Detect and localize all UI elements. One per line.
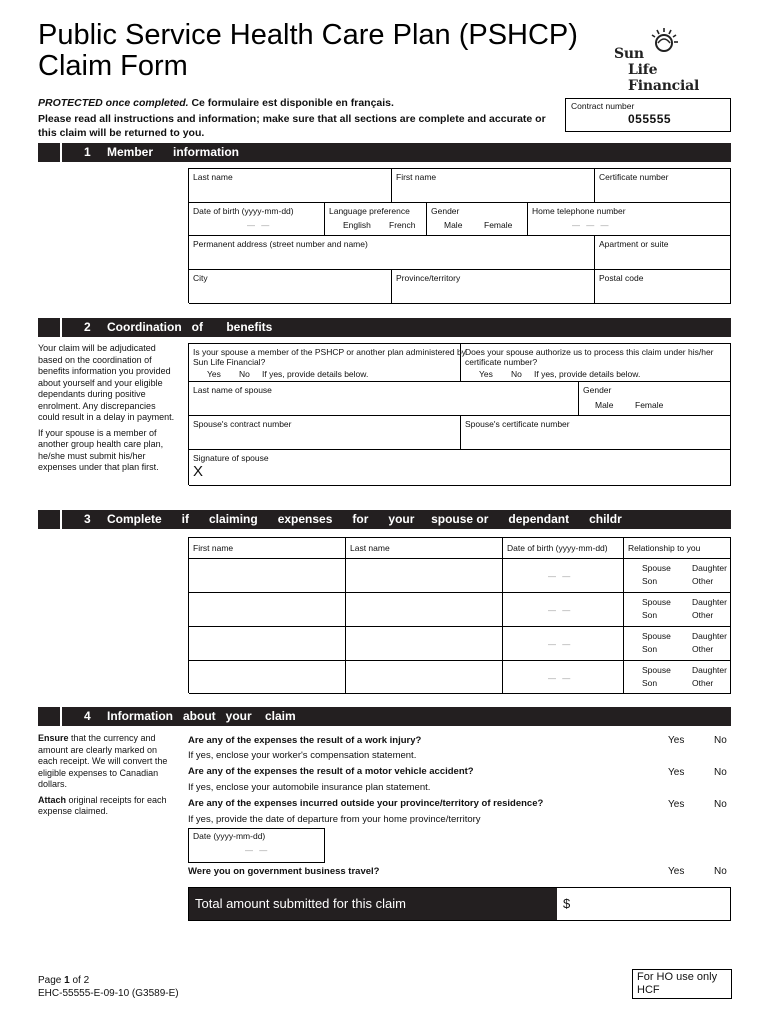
table-row[interactable] bbox=[503, 627, 624, 661]
relationship-spouse[interactable]: Spouse bbox=[642, 563, 671, 573]
header-last-name: Last name bbox=[350, 543, 390, 553]
dob-dashes: — — bbox=[548, 640, 573, 649]
relationship-spouse[interactable]: Spouse bbox=[642, 665, 671, 675]
last-name-label: Last name bbox=[193, 172, 233, 182]
ho-use-box bbox=[632, 969, 732, 999]
dependants-header-last-name bbox=[346, 538, 503, 559]
dob-label: Date of birth (yyyy-mm-dd) bbox=[193, 206, 294, 216]
intro-text bbox=[38, 96, 558, 140]
spouse-authorize-if-yes: If yes, provide details below. bbox=[534, 369, 641, 379]
section-4-title: Information about your claim bbox=[107, 709, 296, 723]
contract-number-label: Contract number bbox=[571, 101, 635, 111]
dob-dashes: — — bbox=[548, 606, 573, 615]
spouse-contract-label: Spouse's contract number bbox=[193, 419, 292, 429]
dob-dashes: — — bbox=[548, 572, 573, 581]
gender-label: Gender bbox=[431, 206, 460, 216]
departure-date-field[interactable] bbox=[188, 828, 325, 863]
table-row[interactable] bbox=[189, 593, 346, 627]
spouse-authorize-yes[interactable]: Yes bbox=[479, 369, 493, 379]
spouse-member-question bbox=[189, 344, 466, 382]
signature-x-mark: X bbox=[193, 463, 204, 480]
vehicle-accident-no[interactable]: No bbox=[714, 767, 727, 778]
home-phone-field[interactable] bbox=[528, 203, 731, 236]
coordination-note-2: If your spouse is a member of another group health care plan, he/she must submit his/her expenses under that plan first. bbox=[38, 427, 164, 472]
relationship-spouse[interactable]: Spouse bbox=[642, 597, 671, 607]
first-name-label: First name bbox=[396, 172, 437, 182]
address-field[interactable] bbox=[189, 236, 595, 270]
spouse-signature-label: Signature of spouse bbox=[193, 453, 269, 463]
spouse-gender-field bbox=[579, 382, 731, 416]
first-name-field[interactable] bbox=[392, 169, 595, 203]
home-phone-label: Home telephone number bbox=[532, 206, 626, 216]
spouse-authorize-question bbox=[461, 344, 731, 382]
page-footer bbox=[38, 974, 179, 1000]
relationship-daughter[interactable]: Daughter bbox=[692, 563, 727, 573]
ensure-text: that the currency and amount are clearly marked on each receipt. We will convert the eligible expenses to Canadian dollars. bbox=[38, 733, 168, 789]
relationship-other[interactable]: Other bbox=[692, 644, 714, 654]
section-3-number: 3 bbox=[84, 512, 91, 526]
business-travel-no[interactable]: No bbox=[714, 866, 727, 877]
province-field[interactable] bbox=[392, 270, 595, 304]
page-title bbox=[38, 20, 578, 82]
sun-life-logo bbox=[612, 26, 732, 94]
table-row[interactable] bbox=[346, 627, 503, 661]
vehicle-accident-text: Are any of the expenses the result of a motor vehicle accident? bbox=[188, 766, 474, 777]
dependants-header-first-name bbox=[189, 538, 346, 559]
city-field[interactable] bbox=[189, 270, 392, 304]
attach-bold: Attach bbox=[38, 794, 67, 805]
relationship-options bbox=[624, 627, 731, 661]
coordination-grid bbox=[188, 343, 731, 485]
spouse-gender-female[interactable]: Female bbox=[635, 400, 664, 410]
protected-label: PROTECTED bbox=[38, 97, 103, 109]
title-line-2: Claim Form bbox=[38, 50, 188, 82]
relationship-daughter[interactable]: Daughter bbox=[692, 631, 727, 641]
member-info-grid bbox=[188, 168, 731, 303]
spouse-authorize-no[interactable]: No bbox=[511, 369, 522, 379]
relationship-son[interactable]: Son bbox=[642, 610, 658, 620]
table-row[interactable] bbox=[346, 661, 503, 694]
header-first-name: First name bbox=[193, 543, 234, 553]
table-row[interactable] bbox=[503, 559, 624, 593]
section-1-number: 1 bbox=[84, 145, 91, 159]
table-row[interactable] bbox=[189, 661, 346, 694]
dependants-table bbox=[188, 537, 731, 693]
language-english-option[interactable]: English bbox=[343, 220, 371, 230]
form-code: EHC-55555-E-09-10 (G3589-E) bbox=[38, 988, 179, 999]
section-4-header bbox=[38, 707, 731, 726]
outside-province-note: If yes, provide the date of departure from your home province/territory bbox=[188, 814, 481, 825]
instructions-text: Please read all instructions and information; make sure that all sections are complete and accurate or this claim will be returned to you. bbox=[38, 113, 546, 139]
spouse-member-if-yes: If yes, provide details below. bbox=[262, 369, 369, 379]
spouse-gender-male[interactable]: Male bbox=[595, 400, 614, 410]
work-injury-note: If yes, enclose your worker's compensation statement. bbox=[188, 750, 417, 761]
relationship-options bbox=[624, 661, 731, 694]
relationship-other[interactable]: Other bbox=[692, 576, 714, 586]
relationship-other[interactable]: Other bbox=[692, 610, 714, 620]
spouse-contract-field[interactable] bbox=[189, 416, 461, 450]
dob-dashes: — — bbox=[247, 221, 272, 230]
section-2-number: 2 bbox=[84, 320, 91, 334]
spouse-member-question-text: Is your spouse a member of the PSHCP or another plan administered by Sun Life Financial? bbox=[193, 347, 466, 367]
outside-province-question bbox=[188, 798, 543, 809]
spouse-last-name-label: Last name of spouse bbox=[193, 385, 272, 395]
table-row[interactable] bbox=[346, 559, 503, 593]
section-1-header bbox=[38, 143, 731, 162]
gender-field bbox=[427, 203, 528, 236]
coordination-sidebar bbox=[38, 343, 176, 474]
total-amount-box bbox=[188, 887, 731, 921]
spouse-gender-label: Gender bbox=[583, 385, 612, 395]
total-amount-input[interactable]: $ bbox=[563, 896, 571, 911]
departure-date-label: Date (yyyy-mm-dd) bbox=[193, 831, 266, 841]
city-label: City bbox=[193, 273, 208, 283]
last-name-field[interactable] bbox=[189, 169, 392, 203]
spouse-last-name-field[interactable] bbox=[189, 382, 579, 416]
work-injury-question bbox=[188, 735, 421, 746]
dependants-header-dob bbox=[503, 538, 624, 559]
contract-number-box bbox=[565, 98, 731, 132]
province-label: Province/territory bbox=[396, 273, 461, 283]
total-amount-label: Total amount submitted for this claim bbox=[189, 888, 557, 920]
ho-hcf-label: HCF bbox=[637, 984, 660, 996]
dependants-header-relationship bbox=[624, 538, 731, 559]
section-2-title: Coordination of benefits bbox=[107, 320, 273, 334]
certificate-number-field[interactable] bbox=[595, 169, 731, 203]
work-injury-text: Are any of the expenses the result of a work injury? bbox=[188, 735, 422, 746]
header-relationship: Relationship to you bbox=[628, 543, 701, 553]
spouse-certificate-field[interactable] bbox=[461, 416, 731, 450]
page-suffix: of 2 bbox=[69, 975, 90, 986]
vehicle-accident-yes[interactable]: Yes bbox=[668, 767, 685, 778]
vehicle-accident-note: If yes, enclose your automobile insurance plan statement. bbox=[188, 782, 431, 793]
vehicle-accident-question bbox=[188, 766, 474, 777]
outside-province-text: Are any of the expenses incurred outside your province/territory of residence? bbox=[188, 798, 544, 809]
title-line-1: Public Service Health Care Plan (PSHCP) bbox=[38, 19, 578, 51]
relationship-options bbox=[624, 559, 731, 593]
section-4-number: 4 bbox=[84, 709, 91, 723]
section-3-title: Complete if claiming expenses for your spouse or dependant childr bbox=[107, 512, 622, 526]
certificate-number-label: Certificate number bbox=[599, 172, 669, 182]
contract-number-value: 055555 bbox=[628, 112, 672, 126]
section-3-header bbox=[38, 510, 731, 529]
relationship-daughter[interactable]: Daughter bbox=[692, 597, 727, 607]
dob-dashes: — — bbox=[548, 674, 573, 683]
outside-province-yes[interactable]: Yes bbox=[668, 799, 685, 810]
relationship-son[interactable]: Son bbox=[642, 644, 658, 654]
table-row[interactable] bbox=[503, 661, 624, 694]
ensure-bold: Ensure bbox=[38, 733, 69, 743]
coordination-note-1: Your claim will be adjudicated based on the coordination of benefits information you provided about yourself and your eligible dependants during positive enrolment. Any discrepancies could result in a delay in payment. bbox=[38, 343, 175, 422]
gender-male-option[interactable]: Male bbox=[444, 220, 463, 230]
gender-female-option[interactable]: Female bbox=[484, 220, 513, 230]
postal-code-field[interactable] bbox=[595, 270, 731, 304]
header-dob: Date of birth (yyyy-mm-dd) bbox=[507, 543, 608, 553]
language-label: Language preference bbox=[329, 206, 410, 216]
section-1-title: Member information bbox=[107, 145, 240, 159]
relationship-options bbox=[624, 593, 731, 627]
attach-text: original receipts for each expense claimed. bbox=[38, 794, 167, 816]
french-note: Ce formulaire est disponible en français. bbox=[188, 97, 394, 109]
spouse-certificate-label: Spouse's certificate number bbox=[465, 419, 570, 429]
spouse-signature-field[interactable] bbox=[189, 450, 731, 486]
departure-date-dashes: — — bbox=[245, 846, 270, 855]
apartment-label: Apartment or suite bbox=[599, 239, 669, 249]
dob-field[interactable] bbox=[189, 203, 325, 236]
outside-province-no[interactable]: No bbox=[714, 799, 727, 810]
business-travel-question bbox=[188, 866, 379, 877]
table-row[interactable] bbox=[346, 593, 503, 627]
protected-rest: once completed. bbox=[102, 97, 189, 109]
postal-code-label: Postal code bbox=[599, 273, 644, 283]
sun-burst-icon bbox=[644, 26, 680, 56]
claim-info-sidebar bbox=[38, 733, 176, 818]
work-injury-no[interactable]: No bbox=[714, 735, 727, 746]
phone-dashes: — — — bbox=[572, 221, 611, 230]
business-travel-yes[interactable]: Yes bbox=[668, 866, 685, 877]
logo-text-life-financial: Life Financial bbox=[628, 62, 700, 94]
relationship-other[interactable]: Other bbox=[692, 678, 714, 688]
spouse-member-yes[interactable]: Yes bbox=[207, 369, 221, 379]
page-prefix: Page bbox=[38, 975, 65, 986]
relationship-spouse[interactable]: Spouse bbox=[642, 631, 671, 641]
language-french-option[interactable]: French bbox=[389, 220, 416, 230]
apartment-field[interactable] bbox=[595, 236, 731, 270]
relationship-son[interactable]: Son bbox=[642, 576, 658, 586]
spouse-member-no[interactable]: No bbox=[239, 369, 250, 379]
relationship-son[interactable]: Son bbox=[642, 678, 658, 688]
page-number: 1 bbox=[64, 975, 70, 986]
logo-text-sun: Sun bbox=[614, 46, 644, 62]
relationship-daughter[interactable]: Daughter bbox=[692, 665, 727, 675]
business-travel-text: Were you on government business travel? bbox=[188, 866, 380, 877]
language-field bbox=[325, 203, 427, 236]
table-row[interactable] bbox=[189, 627, 346, 661]
ho-use-label: For HO use only bbox=[637, 971, 718, 983]
table-row[interactable] bbox=[189, 559, 346, 593]
work-injury-yes[interactable]: Yes bbox=[668, 735, 685, 746]
address-label: Permanent address (street number and name) bbox=[193, 239, 368, 249]
table-row[interactable] bbox=[503, 593, 624, 627]
spouse-authorize-question-text: Does your spouse authorize us to process this claim under his/her certificate number? bbox=[465, 347, 714, 367]
section-2-header bbox=[38, 318, 731, 337]
